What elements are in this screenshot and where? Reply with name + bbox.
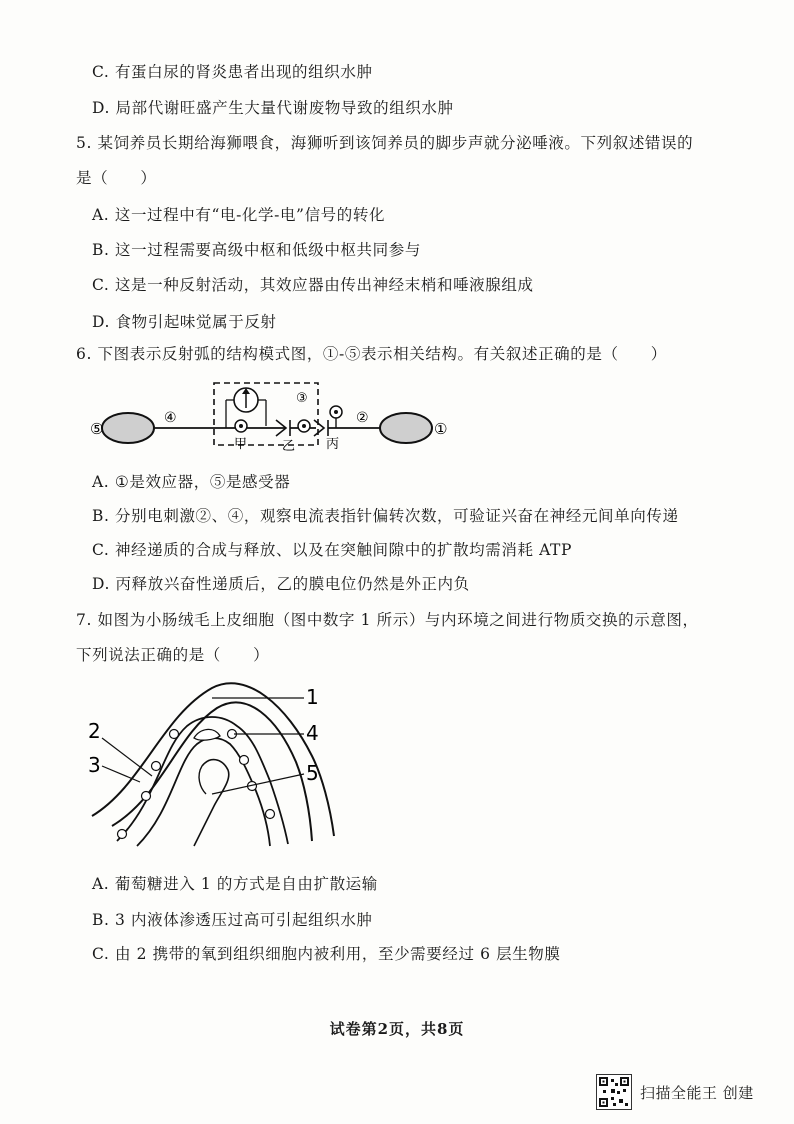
diagram-label-yi: 乙	[282, 439, 296, 454]
villus-label-2: 2	[88, 719, 101, 743]
diagram-label-bing: 丙	[326, 437, 340, 452]
q7-stem-cont: 下列说法正确的是（ ）	[76, 646, 270, 664]
diagram-label-jia: 甲	[234, 437, 248, 452]
structure-1-ellipse	[380, 413, 432, 443]
q5-option-a: A. 这一过程中有“电-化学-电”信号的转化	[92, 206, 386, 224]
structure-5-ellipse	[102, 413, 154, 443]
q6-stem: 6. 下图表示反射弧的结构模式图，①-⑤表示相关结构。有关叙述正确的是（ ）	[76, 345, 667, 363]
q4-option-d: D. 局部代谢旺盛产生大量代谢废物导致的组织水肿	[92, 99, 454, 117]
diagram-label-2: ②	[356, 410, 369, 426]
villus-label-4: 4	[306, 721, 319, 745]
blood-cell	[170, 730, 179, 739]
q7-stem: 7. 如图为小肠绒毛上皮细胞（图中数字 1 所示）与内环境之间进行物质交换的示意图，	[76, 611, 699, 629]
blood-cell	[152, 762, 161, 771]
blood-cell	[142, 792, 151, 801]
q6-option-c: C. 神经递质的合成与释放、以及在突触间隙中的扩散均需消耗 ATP	[92, 541, 573, 559]
q7-option-c: C. 由 2 携带的氧到组织细胞内被利用，至少需要经过 6 层生物膜	[92, 945, 561, 963]
q6-option-a: A. ①是效应器，⑤是感受器	[92, 473, 291, 491]
intestinal-villus-diagram	[82, 676, 342, 851]
q5-option-b: B. 这一过程需要高级中枢和低级中枢共同参与	[92, 241, 421, 259]
watermark-text: 扫描全能王 创建	[640, 1083, 754, 1102]
reflex-arc-diagram	[86, 380, 456, 460]
q7-option-a: A. 葡萄糖进入 1 的方式是自由扩散运输	[92, 875, 378, 893]
blood-cell	[240, 756, 249, 765]
blood-cell	[118, 830, 127, 839]
q4-option-c: C. 有蛋白尿的肾炎患者出现的组织水肿	[92, 63, 373, 81]
q6-option-b: B. 分别电刺激②、④，观察电流表指针偏转次数，可验证兴奋在神经元间单向传递	[92, 507, 679, 525]
q5-option-c: C. 这是一种反射活动，其效应器由传出神经末梢和唾液腺组成	[92, 276, 534, 294]
q6-option-d: D. 丙释放兴奋性递质后，乙的膜电位仍然是外正内负	[92, 575, 470, 593]
diagram-label-1: ①	[434, 420, 448, 438]
q5-stem-cont: 是（ ）	[76, 169, 157, 187]
villus-label-1: 1	[306, 685, 319, 709]
diagram-label-4: ④	[164, 410, 177, 426]
page-footer: 试卷第2页，共8页	[329, 1020, 465, 1038]
scanner-watermark	[596, 1074, 754, 1110]
villus-label-5: 5	[306, 761, 319, 785]
villus-label-3: 3	[88, 753, 101, 777]
q5-stem: 5. 某饲养员长期给海狮喂食，海狮听到该饲养员的脚步声就分泌唾液。下列叙述错误的	[76, 134, 694, 152]
diagram-label-5: ⑤	[90, 420, 104, 438]
blood-cell	[266, 810, 275, 819]
qr-code-icon	[596, 1074, 632, 1110]
diagram-label-3: ③	[296, 391, 308, 406]
q5-option-d: D. 食物引起味觉属于反射	[92, 313, 277, 331]
q7-option-b: B. 3 内液体渗透压过高可引起组织水肿	[92, 911, 373, 929]
